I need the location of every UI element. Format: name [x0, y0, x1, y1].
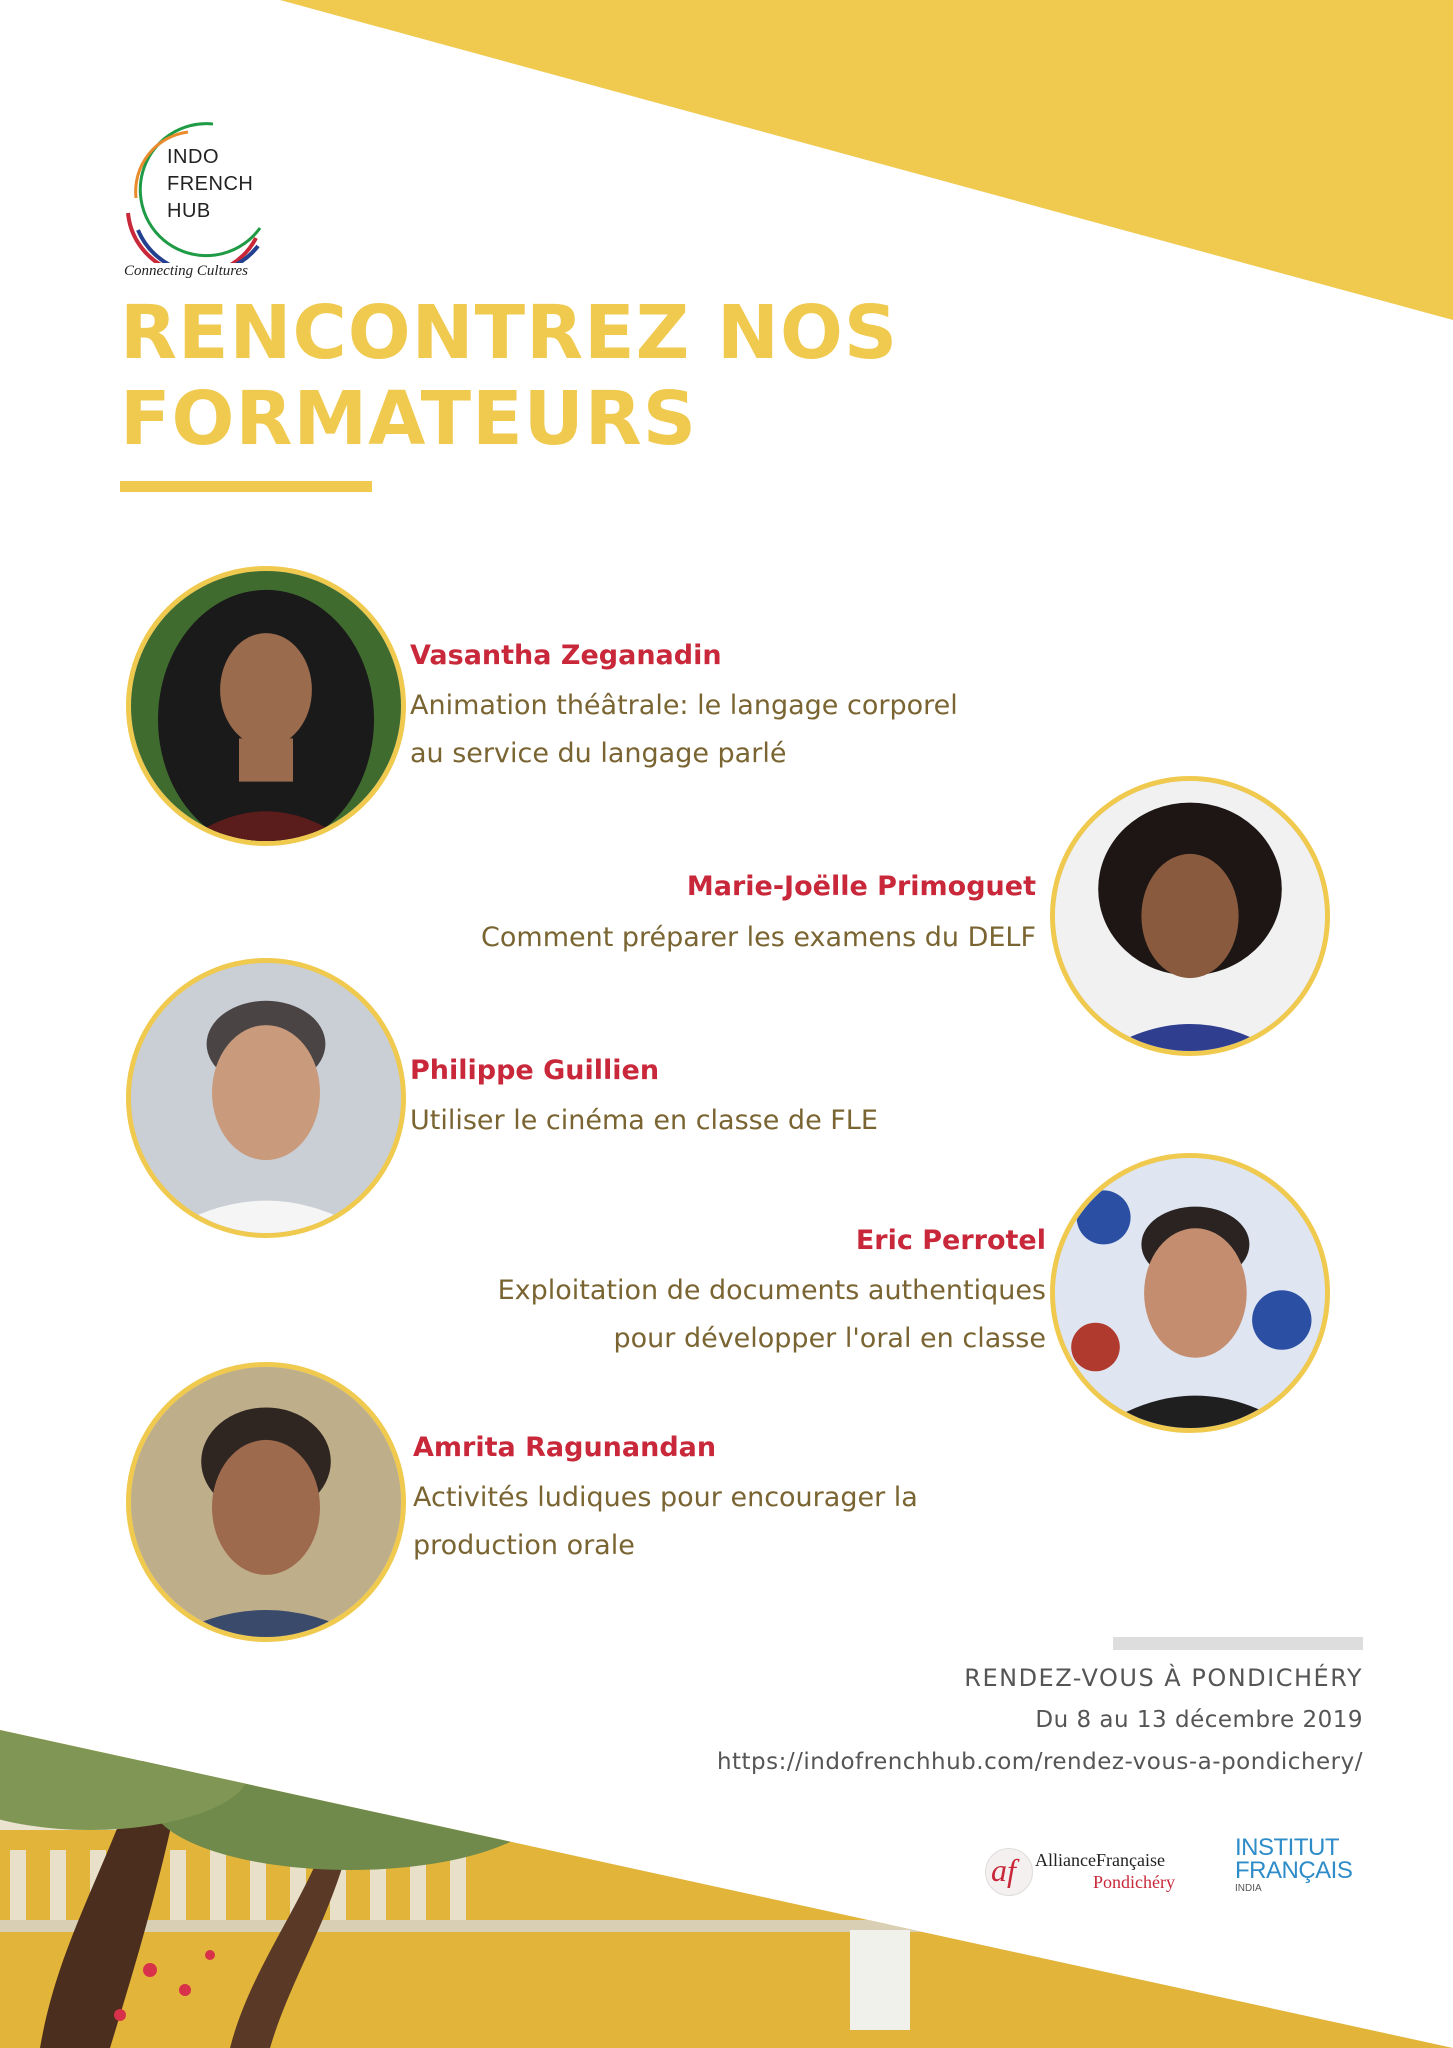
title-line-1: RENCONTREZ NOS	[120, 290, 899, 376]
if-line-1: INSTITUT	[1235, 1834, 1339, 1861]
trainer-photo-philippe	[126, 958, 406, 1238]
trainer-photo-marie-joelle	[1050, 776, 1330, 1056]
title-line-2: FORMATEURS	[120, 376, 697, 462]
alliance-francaise-logo	[985, 1842, 1195, 1902]
institut-francais-logo	[1235, 1836, 1355, 1906]
portrait-icon	[1055, 781, 1325, 1051]
logo-line-hub: HUB	[167, 200, 211, 222]
trainer-topic-line: Comment préparer les examens du DELF	[481, 922, 1036, 953]
af-mark-text: af	[991, 1852, 1016, 1888]
trainer-topic-line: pour développer l'oral en classe	[613, 1323, 1046, 1354]
trainer-topic	[498, 1267, 1046, 1363]
logo-line-french: FRENCH	[167, 173, 254, 195]
title-underline	[120, 481, 372, 492]
footer-divider	[1113, 1637, 1363, 1650]
trainer-topic	[410, 682, 958, 778]
trainer-topic-line: Exploitation de documents authentiques	[497, 1275, 1046, 1306]
logo-line-indo: INDO	[167, 146, 219, 168]
trainer-name: Vasantha Zeganadin	[410, 640, 722, 671]
trainer-name: Eric Perrotel	[855, 1225, 1046, 1256]
trainer-topic	[481, 914, 1036, 962]
trainer-topic-line: au service du langage parlé	[410, 738, 787, 769]
trainer-topic-line: Utiliser le cinéma en classe de FLE	[410, 1105, 878, 1136]
portrait-icon	[131, 1367, 401, 1637]
if-line-2: FRANÇAIS	[1235, 1857, 1353, 1884]
event-url[interactable]: https://indofrenchhub.com/rendez-vous-a-pondichery/	[716, 1749, 1363, 1775]
trainer-name: Amrita Ragunandan	[413, 1432, 717, 1463]
trainer-name: Philippe Guillien	[410, 1055, 660, 1086]
logo-tagline: Connecting Cultures	[124, 263, 249, 279]
trainer-photo-vasantha	[126, 566, 406, 846]
af-city: Pondichéry	[1093, 1872, 1175, 1892]
event-title: RENDEZ-VOUS À PONDICHÉRY	[964, 1664, 1363, 1692]
if-line-3: INDIA	[1235, 1883, 1262, 1894]
af-name: AllianceFrançaise	[1035, 1850, 1165, 1870]
indo-french-hub-logo	[118, 118, 283, 288]
portrait-icon	[1055, 1158, 1325, 1428]
page-title	[120, 290, 898, 462]
portrait-icon	[131, 571, 401, 841]
trainer-name: Marie-Joëlle Primoguet	[686, 871, 1036, 902]
trainer-photo-eric	[1050, 1153, 1330, 1433]
portrait-icon	[131, 963, 401, 1233]
trainer-topic-line: Activités ludiques pour encourager la	[413, 1482, 918, 1513]
trainer-topic	[413, 1474, 918, 1570]
event-dates: Du 8 au 13 décembre 2019	[1035, 1707, 1363, 1733]
trainer-topic	[410, 1097, 878, 1145]
trainer-topic-line: Animation théâtrale: le langage corporel	[410, 690, 958, 721]
trainer-photo-amrita	[126, 1362, 406, 1642]
trainer-topic-line: production orale	[413, 1530, 635, 1561]
